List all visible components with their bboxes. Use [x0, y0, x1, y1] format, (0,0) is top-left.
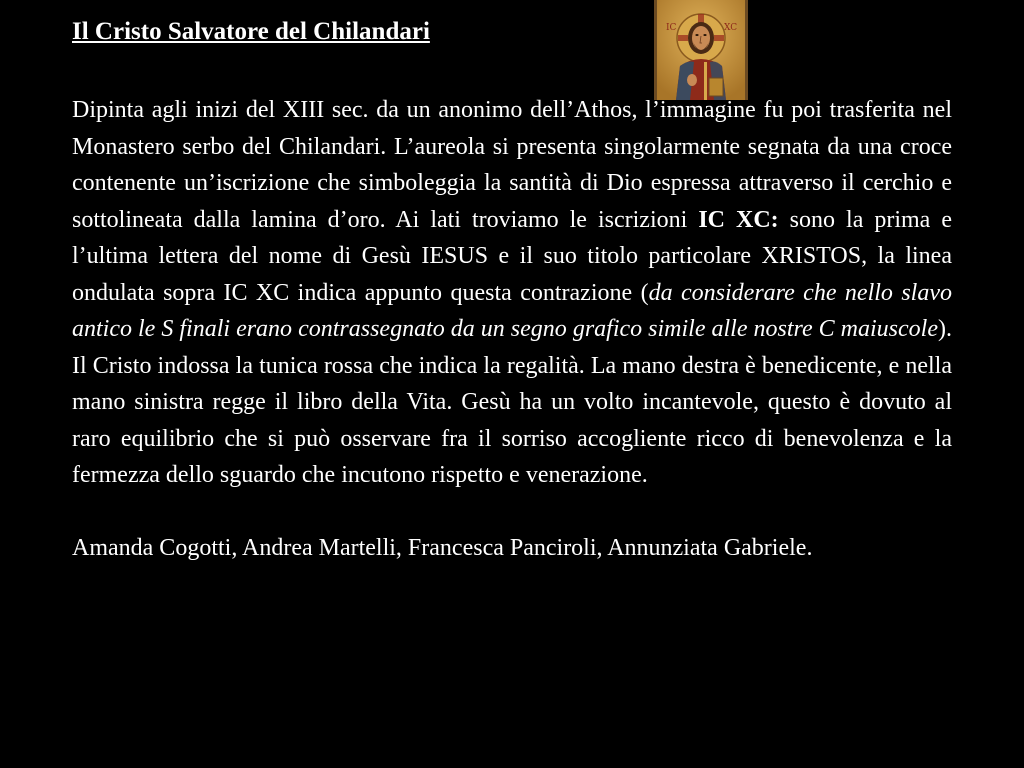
- description-note: da considerare che nello slavo antico le S finali erano contrassegnato da un segno grafico simile alle nostre C maiuscole: [72, 279, 952, 342]
- description-inscription: IC XC:: [698, 206, 779, 233]
- authors-line: Amanda Cogotti, Andrea Martelli, Francesca Panciroli, Annunziata Gabriele.: [72, 534, 813, 561]
- slide-body: [72, 92, 952, 566]
- svg-text:IC: IC: [666, 23, 677, 33]
- christ-icon-image: [654, 0, 748, 100]
- christ-icon-picture: [654, 0, 748, 100]
- description-text-2: sono la prima e l’ultima lettera del nome di Gesù IESUS e il suo titolo particolare XRISTOS, la linea ondulata sopra IC XC indica appunto questa contrazione (: [72, 206, 953, 306]
- description-text-3: ). Il Cristo indossa la tunica rossa che indica la regalità. La mano destra è benedicente, e nella mano sinistra regge il libro della Vita. Gesù ha un volto incantevole, questo è dovuto al raro equilibrio che si può osservare fra il sorriso accogliente ricco di benevolenza e la fermezza dello sguardo che incutono rispetto e venerazione.: [72, 316, 952, 488]
- description-paragraph: [72, 92, 952, 494]
- slide-title: Il Cristo Salvatore del Chilandari: [72, 18, 430, 45]
- svg-text:XC: XC: [724, 23, 738, 33]
- description-text-1: Dipinta agli inizi del XIII sec. da un anonimo dell’Athos, l’immagine fu poi trasferita nel Monastero serbo del Chilandari. L’aureola si presenta singolarmente segnata da una croce contenente un’iscrizione che simboleggia la santità di Dio espressa attraverso il cerchio e sottolineata dalla lamina d’oro. Ai lati troviamo le iscrizioni: [72, 97, 952, 233]
